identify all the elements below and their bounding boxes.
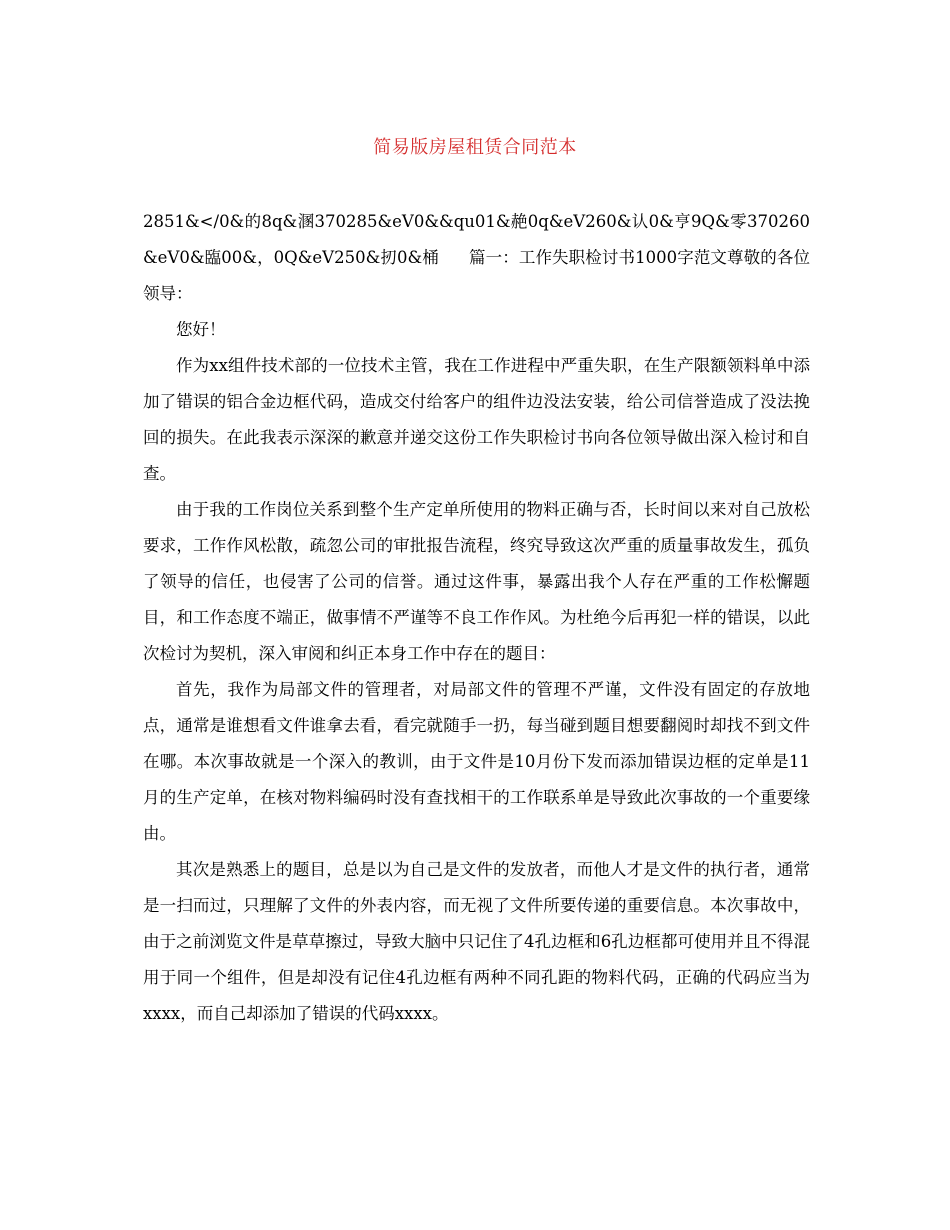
lead-line (143, 204, 810, 312)
document-title: 简易版房屋租赁合同范本 (373, 137, 577, 158)
garbled-code-text: 2851&</0&的8q&溷370285&eV0&&qu01&赩0q&eV260&认0&亨9Q&零370260&eV0&臨00&，0Q&eV250&扨0&桶 (143, 212, 810, 267)
document-body (143, 204, 810, 1032)
paragraph-greeting: 您好！ (176, 320, 226, 339)
paragraph-1: 作为xx组件技术部的一位技术主管，我在工作进程中严重失职，在生产限额领料单中添加了错误的铝合金边框代码，造成交付给客户的组件边没法安装，给公司信誉造成了没法挽回的损失。在此我表示深深的歉意并递交这份工作失职检讨书向各位领导做出深入检讨和自查。 (143, 356, 810, 483)
lead-heading: 篇一：工作失职检讨书1000字范文尊敬的各位领导： (143, 248, 810, 303)
paragraph-3: 首先，我作为局部文件的管理者，对局部文件的管理不严谨，文件没有固定的存放地点，通常是谁想看文件谁拿去看，看完就随手一扔，每当碰到题目想要翻阅时却找不到文件在哪。本次事故就是一个深入的教训，由于文件是10月份下发而添加错误边框的定单是11月的生产定单，在核对物料编码时没有查找相干的工作联系单是导致此次事故的一个重要缘由。 (143, 680, 810, 843)
paragraph-4: 其次是熟悉上的题目，总是以为自己是文件的发放者，而他人才是文件的执行者，通常是一扫而过，只理解了文件的外表内容，而无视了文件所要传递的重要信息。本次事故中，由于之前浏览文件是草草擦过，导致大脑中只记住了4孔边框和6孔边框都可使用并且不得混用于同一个组件，但是却没有记住4孔边框有两种不同孔距的物料代码，正确的代码应当为xxxx，而自己却添加了错误的代码xxxx。 (143, 860, 810, 1023)
paragraph-2: 由于我的工作岗位关系到整个生产定单所使用的物料正确与否，长时间以来对自己放松要求，工作作风松散，疏忽公司的审批报告流程，终究导致这次严重的质量事故发生，孤负了领导的信任，也侵害了公司的信誉。通过这件事，暴露出我个人存在严重的工作松懈题目，和工作态度不端正，做事情不严谨等不良工作作风。为杜绝今后再犯一样的错误，以此次检讨为契机，深入审阅和纠正本身工作中存在的题目： (143, 500, 810, 663)
